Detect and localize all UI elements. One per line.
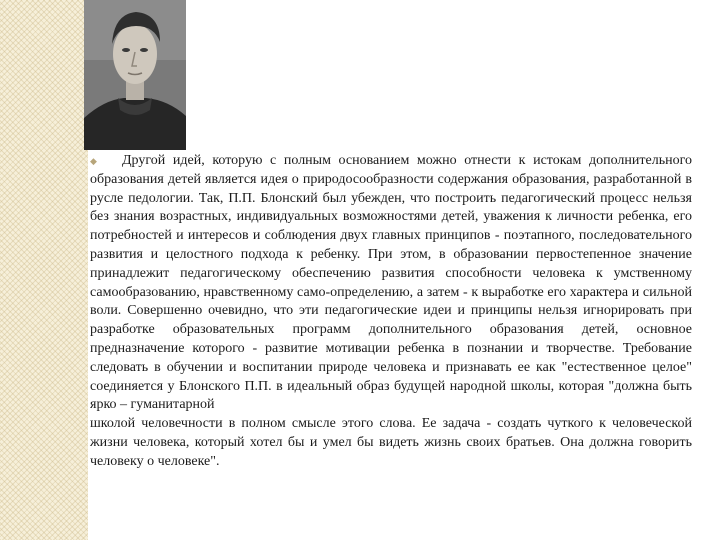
decorative-pattern-strip xyxy=(0,0,88,540)
slide-body-text xyxy=(90,152,692,472)
portrait-photo xyxy=(84,0,186,150)
paragraph-continuation: школой человечности в полном смысле этого слова. Ее задача - создать чуткого к человеческой жизни человека, который хотел бы и умел бы видеть жизнь своих братьев. Она должна говорить человеку о человеке". xyxy=(90,416,692,469)
paragraph-main: Другой идей, которую с полным основанием можно отнести к истокам дополнительного образования детей является идея о природосообразности содержания образования, разработанной в русле педологии. Так, П.П. Блонский был убежден, что построить педагогический процесс нельзя без знания возрастных, индивидуальных возможностями детей, уважения к личности ребенка, его потребностей и интересов и соблюдения двух главных принципов - поэтапного, последовательного развития и целостного подхода к ребенку. При этом, в образовании первостепенное значение принадлежит педагогическому обеспечению развития способности человека к умственному самообразованию, нравственному само-определению, а затем - к выработке его характера и сильной воли. Совершенно очевидно, что эти педагогические идеи и принципы нельзя игнорировать при разработке образовательных программ дополнительного образования детей, основное предназначение которого - развитие мотивации ребенка в познании и творчестве. Требование следовать в обучении и воспитании природе человека и признавать ее как "естественное целое" соединяется у Блонского П.П. в идеальный образ будущей народной школы, которая "должна быть ярко – гуманитарной xyxy=(90,153,692,413)
diamond-bullet-icon: ◆ xyxy=(90,156,97,166)
